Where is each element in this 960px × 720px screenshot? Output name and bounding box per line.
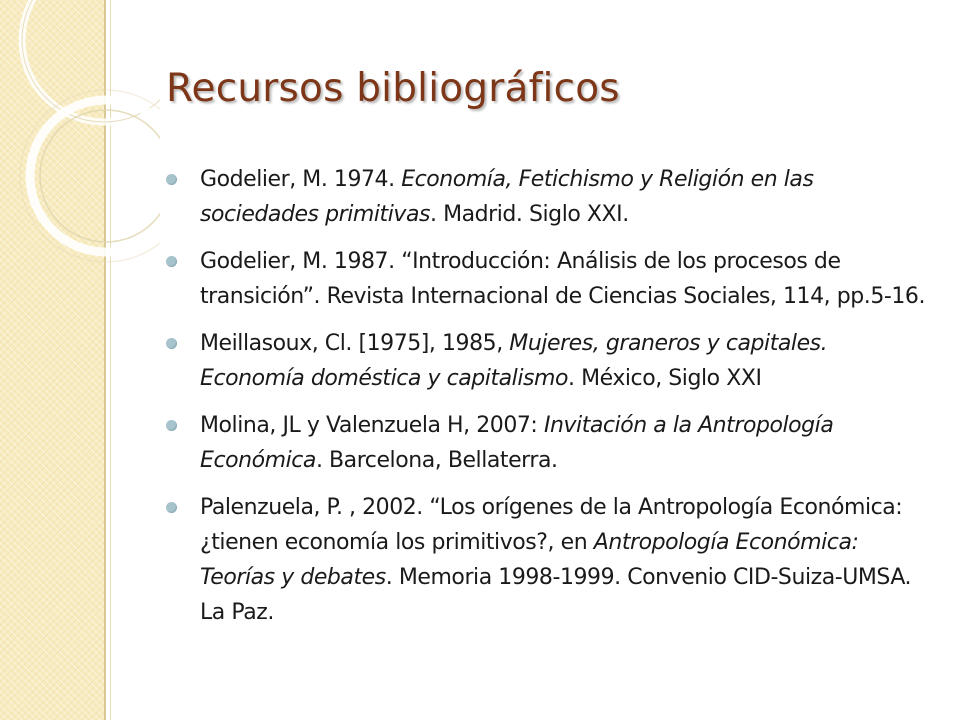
reference-item: [166, 408, 932, 478]
reference-text: . Barcelona, Bellaterra.: [315, 448, 558, 473]
reference-text: . México, Siglo XXI: [568, 366, 762, 391]
bullet-icon: [166, 338, 177, 349]
bullet-icon: [166, 174, 177, 185]
reference-text: . Madrid. Siglo XXI.: [429, 202, 629, 227]
slide-title: Recursos bibliográficos: [166, 66, 620, 111]
reference-title-text: Mujeres, graneros y capitales. Economía doméstica y capitalismo: [200, 331, 828, 391]
reference-text: Godelier, M. 1974.: [200, 167, 402, 192]
reference-text: Palenzuela, P. , 2002. “Los orígenes de la Antropología Económica: ¿tienen economía los primitivos?, en: [200, 495, 903, 555]
reference-item: [166, 326, 932, 396]
reference-text: Godelier, M. 1987. “Introducción: Análisis de los procesos de transición”. Revista Internacional de Ciencias Sociales, 114, pp.5-16.: [200, 249, 925, 309]
reference-title-text: Economía, Fetichismo y Religión en las sociedades primitivas: [200, 167, 814, 227]
reference-title-text: Antropología Económica: Teorías y debates: [200, 530, 859, 590]
reference-item: [166, 490, 932, 630]
reference-title-text: Invitación a la Antropología Económica: [200, 413, 834, 473]
bullet-icon: [166, 256, 177, 267]
references-list: [166, 162, 932, 642]
reference-text: Molina, JL y Valenzuela H, 2007:: [200, 413, 544, 438]
reference-text: . Memoria 1998-1999. Convenio CID-Suiza-UMSA. La Paz.: [200, 565, 912, 625]
reference-text: Meillasoux, Cl. [1975], 1985,: [200, 331, 510, 356]
reference-item: [166, 244, 932, 314]
bullet-icon: [166, 502, 177, 513]
bullet-icon: [166, 420, 177, 431]
decorative-rings-icon: [0, 0, 160, 300]
reference-item: [166, 162, 932, 232]
